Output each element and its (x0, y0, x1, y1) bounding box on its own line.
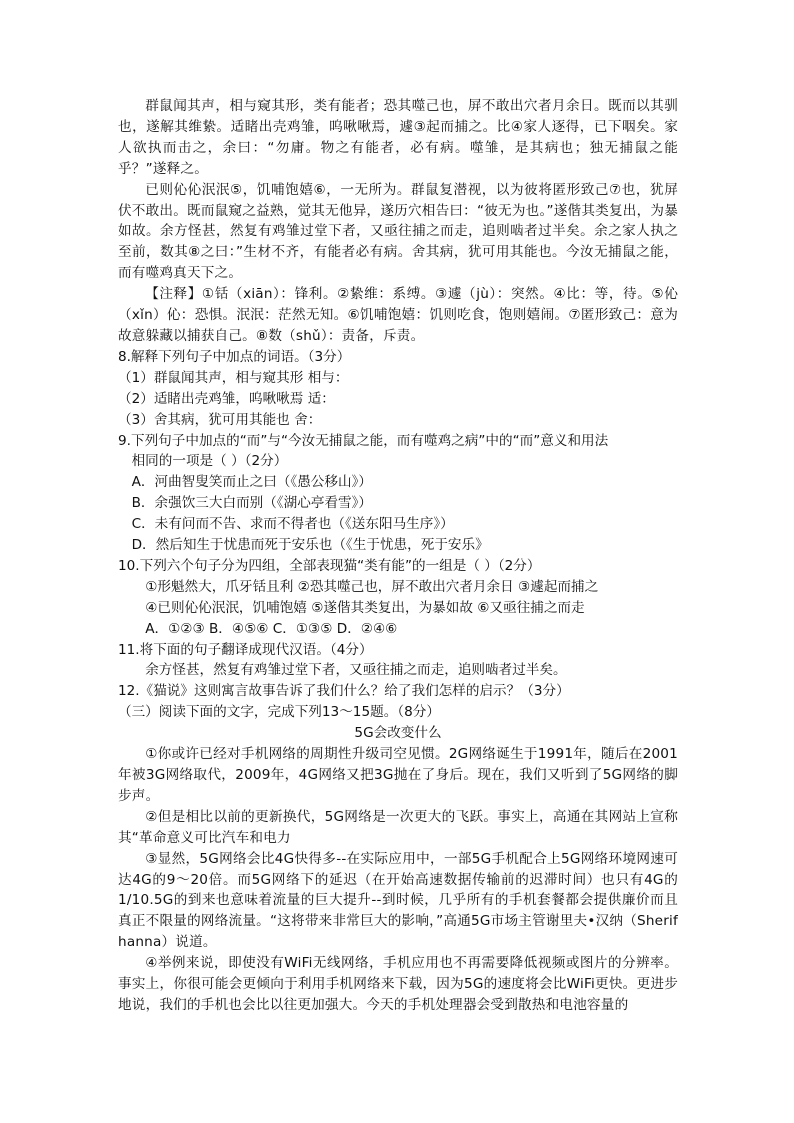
article-paragraph-3: ③显然，5G网络会比4G快得多--在实际应用中，一部5G手机配合上5G网络环境网速可达4G的9～20倍。而5G网络下的延迟（在开始高速数据传输前的迟滞时间）也只有4G的1/10.5G的到来也意味着流量的巨大提升--到时候，几乎所有的手机套餐都会提供廉价而且真正不限量的网络流量。“这将带来非常巨大的影响，”高通5G市场主管谢里夫•汉纳（Sherif hanna）说道。 (118, 850, 678, 951)
article-paragraph-4: ④举例来说，即使没有WiFi无线网络，手机应用也不再需要降低视频或图片的分辨率。事实上，你很可能会更倾向于利用手机网络来下载，因为5G的速度将会比WiFi更快。更进步地说，我们的手机也会比以往更加强大。今天的手机处理器会受到散热和电池容量的 (118, 955, 678, 1013)
question-9-stem-cont: 相同的一项是（ ）（2分） (131, 453, 288, 470)
question-10-row-1: ①形魁然大，爪牙铦且利 ②恐其噬己也，屏不敢出穴者月余日 ③遽起而捕之 (145, 578, 599, 595)
question-10-stem: 10.下列六个句子分为四组，全部表现猫“类有能”的一组是（ ）（2分） (118, 557, 541, 574)
question-9-option-b: B．余强饮三大白而别（《湖心亭看雪》） (131, 495, 373, 512)
question-11-sentence: 余方怪甚，然复有鸡雏过堂下者，又亟往捕之而走，追则啮者过半矣。 (145, 662, 567, 679)
passage-notes: 【注释】①铦（xiān）：锋利。②絷维：系缚。③遽（jù）：突然。④比：等，待。⑤伈（xǐn）伈：恐惧。泯泯：茫然无知。⑥饥哺饱嬉：饥则吃食，饱则嬉闹。⑦匿形致己：意为故意躲藏以捕获自己。⑧数（shǔ）：责备，斥责。 (118, 286, 678, 344)
passage-paragraph-2: 已则伈伈泯泯⑤，饥哺饱嬉⑥，一无所为。群鼠复潜视，以为彼将匿形致己⑦也，犹屏伏不敢出。既而鼠窥之益熟，觉其无他异，遂历穴相告曰：“彼无为也。”遂偕其类复出，为暴如故。余方怪甚，然复有鸡雏过堂下者，又亟往捕之而走，追则啮者过半矣。余之家人执之至前，数其⑧之曰：”生材不齐，有能者必有病。舍其病，犹可用其能也。今汝无捕鼠之能，而有噬鸡真天下之。 (118, 181, 678, 282)
exam-page (118, 96, 678, 1016)
question-8-item-1: （1）群鼠闻其声，相与窥其形 相与： (118, 369, 349, 386)
question-9-stem: 9.下列句子中加点的“而”与“今汝无捕鼠之能，而有噬鸡之病”中的“而”意义和用法 (118, 432, 609, 449)
question-12-stem: 12.《猫说》这则寓言故事告诉了我们什么？给了我们怎样的启示？（3分） (118, 683, 570, 700)
article-paragraph-2: ②但是相比以前的更新换代，5G网络是一次更大的飞跃。事实上，高通在其网站上宣称其“革命意义可比汽车和电力 (118, 808, 678, 846)
question-8-item-2: （2）适睹出壳鸡雏，呜啾啾焉 适： (118, 390, 335, 407)
section-3-heading: （三）阅读下面的文字，完成下列13～15题。（8分） (118, 704, 440, 721)
question-11-stem: 11.将下面的句子翻译成现代汉语。（4分） (118, 641, 373, 658)
article-title: 5G会改变什么 (354, 725, 442, 742)
question-9-option-d: D．然后知生于忧患而死于安乐也（《生于忧患，死于安乐》 (131, 537, 489, 554)
article-paragraph-1: ①你或许已经对手机网络的周期性升级司空见惯。2G网络诞生于1991年，随后在2001年被3G网络取代，2009年，4G网络又把3G抛在了身后。现在，我们又听到了5G网络的脚步声。 (118, 746, 678, 804)
question-9-option-c: C．未有问而不告、求而不得者也（《送东阳马生序》） (131, 516, 454, 533)
question-9-option-a: A．河曲智叟笑而止之曰（《愚公移山》） (131, 474, 372, 491)
question-10-row-2: ④已则伈伈泯泯，饥哺饱嬉 ⑤遂偕其类复出，为暴如故 ⑥又亟往捕之而走 (145, 599, 585, 616)
question-8-stem: 8.解释下列句子中加点的词语。（3分） (118, 348, 351, 365)
passage-paragraph-1: 群鼠闻其声，相与窥其形，类有能者；恐其噬己也，屏不敢出穴者月余日。既而以其驯也，遂解其维絷。适睹出壳鸡雏，呜啾啾焉，遽③起而捕之。比④家人逐得，已下咽矣。家人欲执而击之，余曰：“勿庸。物之有能者，必有病。噬雏，是其病也；独无捕鼠之能乎？”遂释之。 (118, 98, 678, 177)
question-8-item-3: （3）舍其病，犹可用其能也 舍： (118, 411, 322, 428)
question-10-options: A．①②③ B．④⑤⑥ C．①③⑤ D．②④⑥ (145, 620, 398, 637)
